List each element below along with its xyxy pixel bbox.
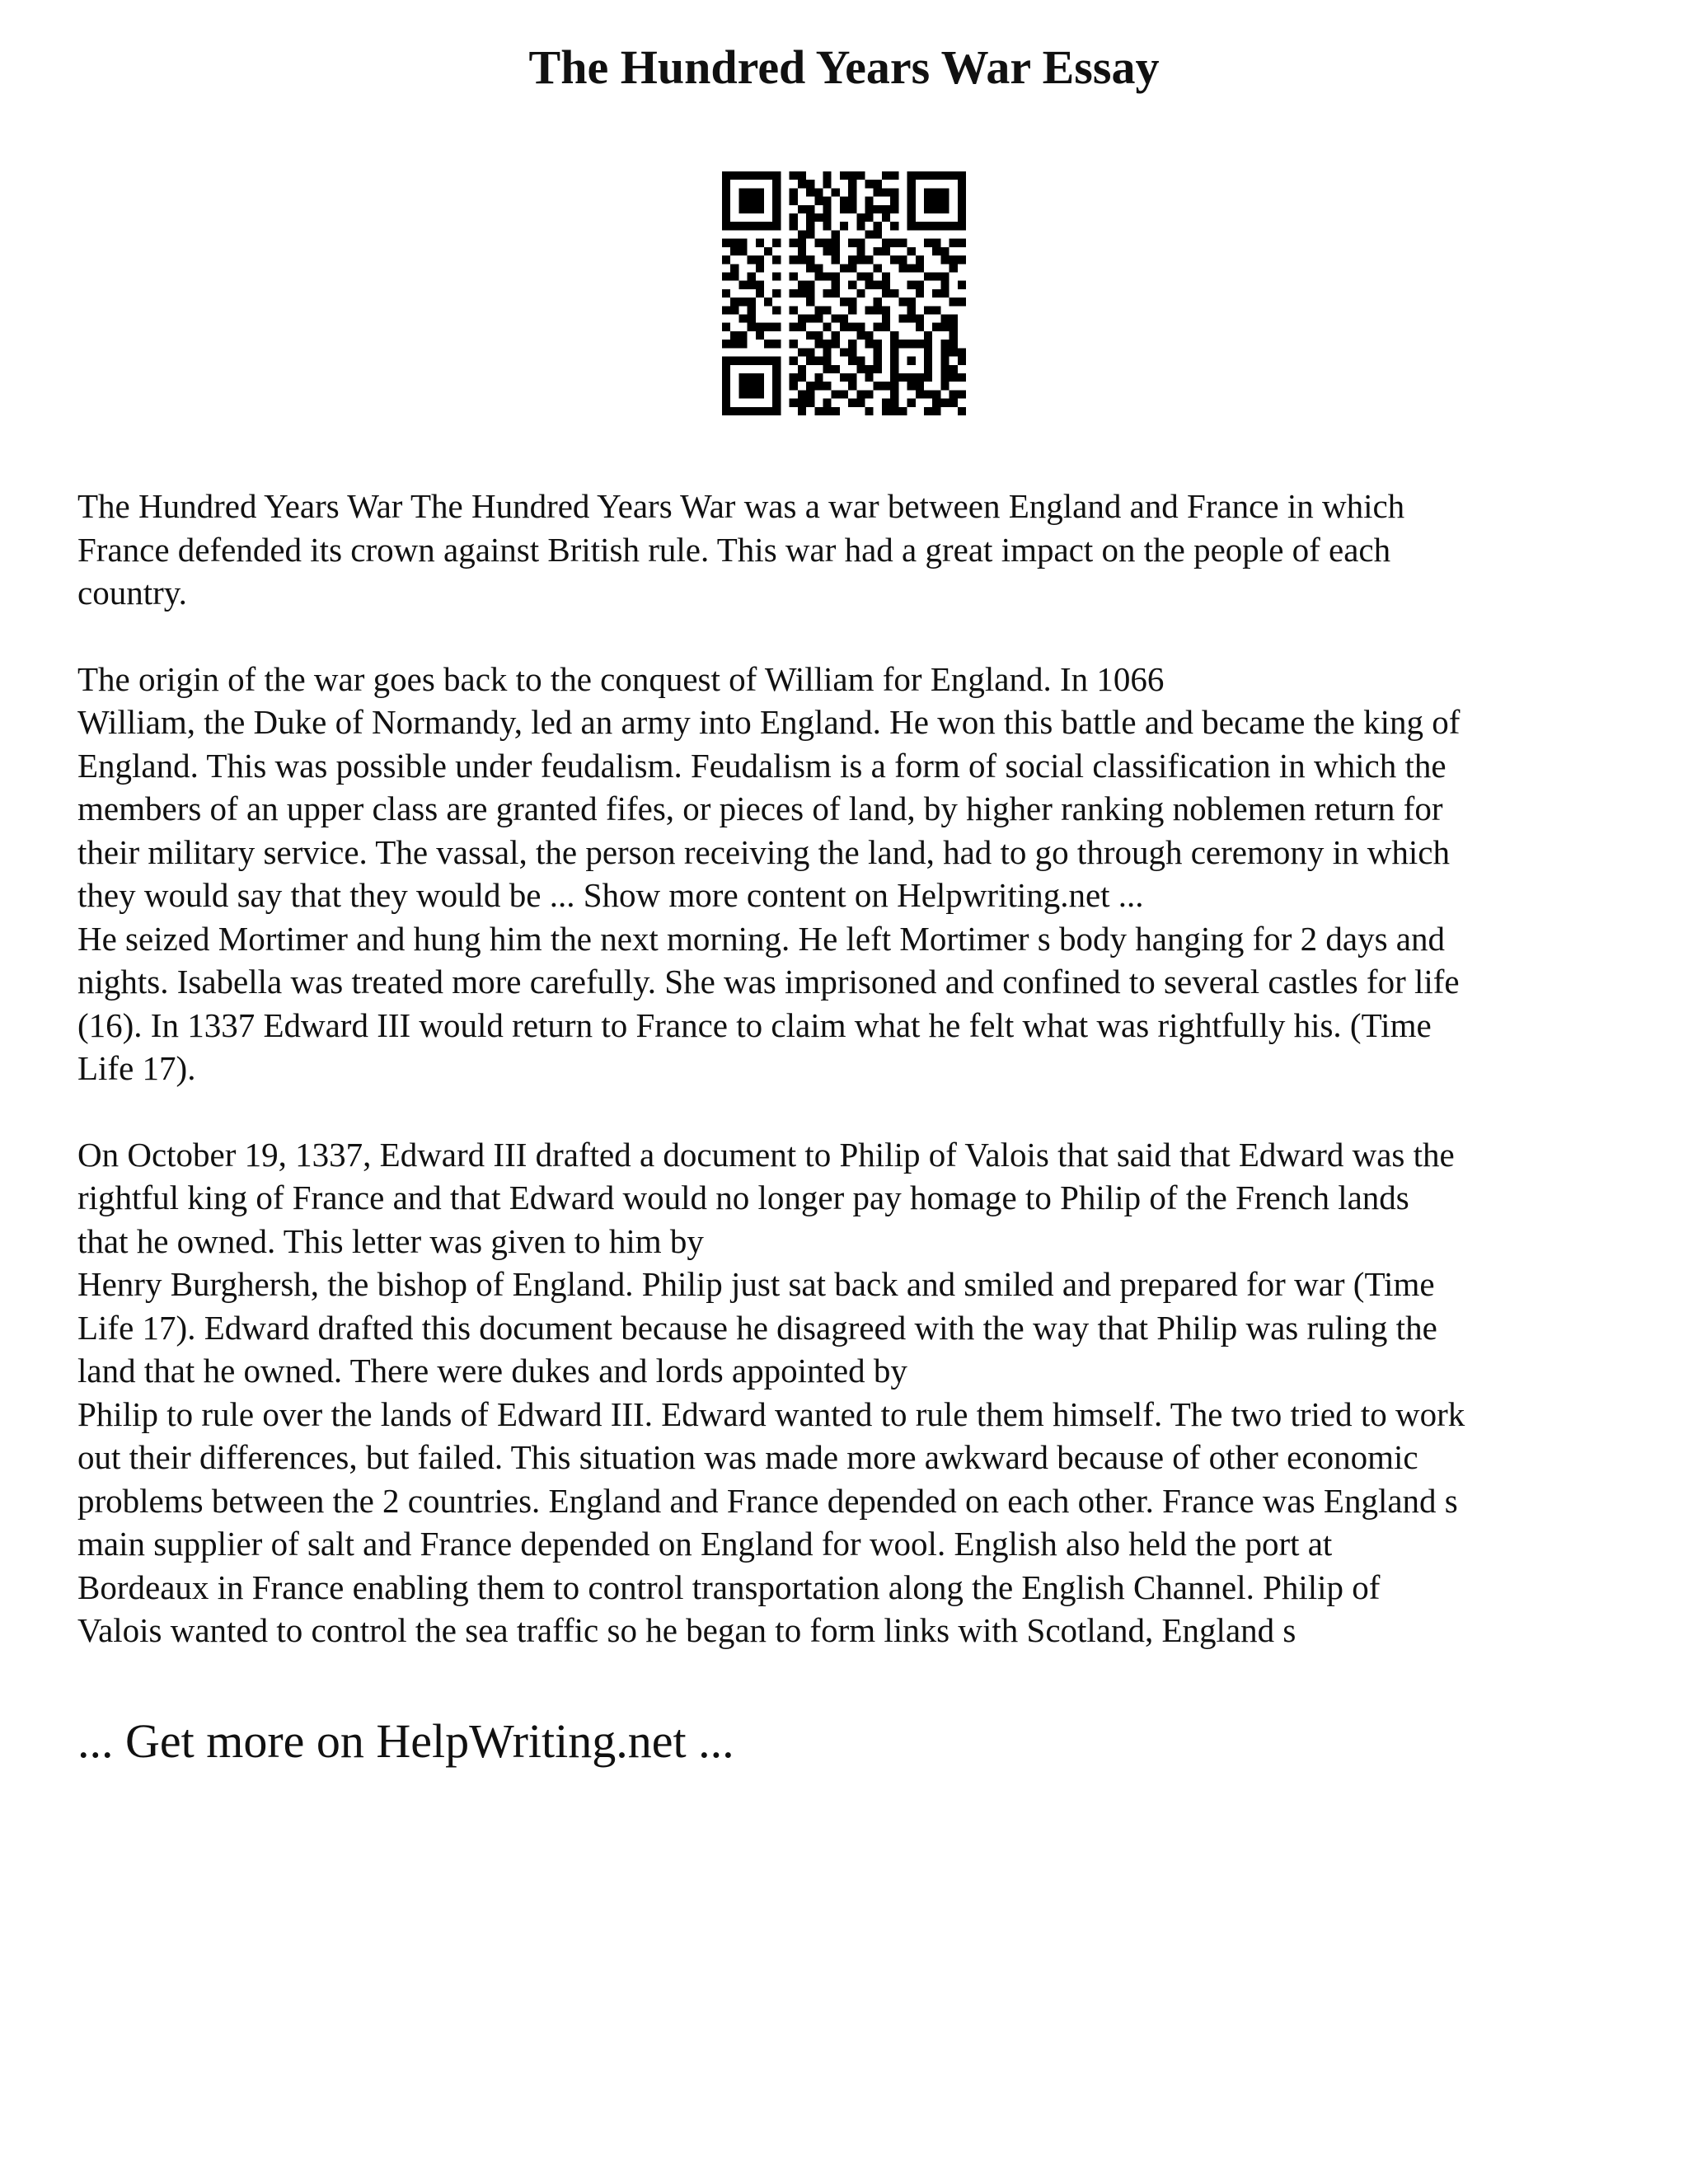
essay-paragraph-mortimer: He seized Mortimer and hung him the next morning. He left Mortimer s body hanging for 2 days and nights. Isabella was treated more carefully. She was imprisoned and confined to several castles for life (16). In 1337 Edward III would return to France to claim what he felt what was rightfully his. (Time Life 17). [77, 919, 1460, 1087]
essay-paragraph-intro: The Hundred Years War The Hundred Years War was a war between England and France in which France defended its crown against British rule. This war had a great impact on the people of each country. [77, 487, 1405, 612]
get-more-link[interactable]: ... Get more on HelpWriting.net ... [77, 1714, 734, 1768]
page-title: The Hundred Years War Essay [528, 40, 1160, 94]
essay-paragraph-edward: On October 19, 1337, Edward III drafted a document to Philip of Valois that said that Edward was the rightful king of France and that Edward would no longer pay homage to Philip of the French lands that he owned. This letter was given to him by Henry Burghersh, the bishop of England. Philip just sat back and smiled and prepared for war (Time Life 17). Edward drafted this document because he disagreed with the way that Philip was ruling the land that he owned. There were dukes and lords appointed by Philip to rule over the lands of Edward III. Edward wanted to rule them himself. The two tried to work out their differences, but failed. This situation was made more awkward because of other economic problems between the 2 countries. England and France depended on each other. France was England s main supplier of salt and France depended on England for wool. English also held the port at Bordeaux in France enabling them to control transportation along the English Channel. Philip of Valois wanted to control the sea traffic so he began to form links with Scotland, England s [77, 1135, 1465, 1649]
qr-code-icon [722, 171, 966, 415]
essay-body [77, 485, 1627, 1652]
essay-paragraph-origin: The origin of the war goes back to the conquest of William for England. In 1066 William, the Duke of Normandy, led an army into England. He won this battle and became the king of England. This was possible under feudalism. Feudalism is a form of social classification in which the members of an upper class are granted fifes, or pieces of land, by higher ranking noblemen return for their military service. The vassal, the person receiving the land, had to go through ceremony in which they would say that they would be ... Show more content on Helpwriting.net ... [77, 659, 1461, 914]
